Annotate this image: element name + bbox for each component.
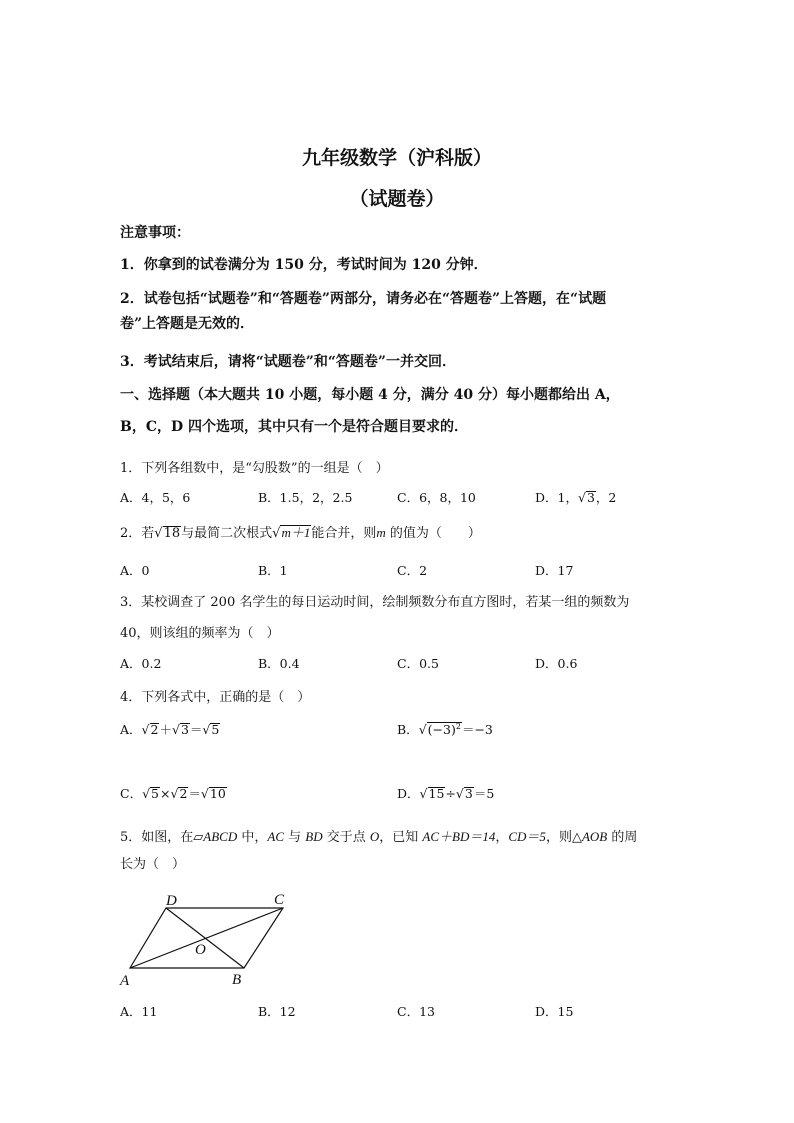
question-3-text: 3．某校调查了 200 名学生的每日运动时间，绘制频数分布直方图时，若某一组的频数为 (120, 595, 630, 610)
question-4-option-a: A．√2＋√3＝√5 (120, 722, 220, 737)
question-5-option-c: C．13 (397, 1004, 435, 1019)
notes-heading: 注意事项： (120, 225, 190, 241)
section-heading-line: 一、选择题（本大题共 10 小题，每小题 4 分，满分 40 分）每小题都给出 A， (120, 387, 620, 403)
note-item: 2．试卷包括“试题卷”和“答题卷”两部分，请务必在“答题卷”上答题，在“试题 (120, 291, 607, 307)
question-1-option-d: D．1，√3，2 (535, 490, 617, 505)
note-item: 1．你拿到的试卷满分为 150 分，考试时间为 120 分钟． (120, 257, 488, 273)
question-1-option-b: B．1.5，2，2.5 (258, 490, 353, 505)
question-2-option-c: C．2 (397, 563, 428, 578)
question-1-text: 1．下列各组数中，是“勾股数”的一组是（ ） (120, 461, 389, 476)
vertex-label-c: C (274, 892, 285, 908)
parallelogram-figure (116, 888, 296, 988)
diagonal-ac (130, 908, 283, 968)
vertex-label-b: B (232, 972, 242, 988)
question-3-text: 40，则该组的频率为（ ） (120, 626, 280, 641)
question-3-option-d: D．0.6 (535, 656, 578, 671)
note-item: 卷”上答题是无效的． (120, 316, 255, 332)
vertex-label-d: D (166, 893, 177, 909)
question-2-option-a: A．0 (120, 563, 150, 578)
question-5-option-b: B．12 (258, 1004, 296, 1019)
question-4-option-b: B．$√(-3)^2=-3$ (397, 721, 493, 737)
section-heading-line: B，C，D 四个选项，其中只有一个是符合题目要求的． (120, 419, 468, 435)
question-4-text: 4．下列各式中，正确的是（ ） (120, 690, 311, 705)
question-3-option-a: A．0.2 (120, 656, 162, 671)
question-5-text: 长为（ ） (120, 857, 186, 872)
question-2-text: 2．若√18与最简二次根式√m＋1能合并，则m 的值为（ ） (120, 525, 481, 541)
question-3-option-c: C．0.5 (397, 656, 439, 671)
question-2-option-b: B．1 (258, 563, 288, 578)
diagonal-bd (166, 908, 244, 968)
question-3-option-b: B．0.4 (258, 656, 300, 671)
question-5-text: 5．如图，在▱ABCD 中，AC 与 BD 交于点 O，已知 AC＋BD＝14，CD＝5，则△AOB 的周 (120, 829, 638, 845)
question-2-option-d: D．17 (535, 563, 574, 578)
note-item: 3．考试结束后，请将“试题卷”和“答题卷”一并交回． (120, 354, 456, 370)
parallelogram-icon: ▱ (193, 830, 204, 845)
question-1-option-a: A．4，5，6 (120, 490, 191, 505)
page-subtitle: （试题卷） (349, 188, 445, 210)
question-5-option-a: A．11 (120, 1004, 158, 1019)
question-4-option-c: C．√5×√2＝√10 (120, 786, 226, 801)
question-5-option-d: D．15 (535, 1004, 574, 1019)
vertex-label-a: A (120, 973, 130, 988)
center-label-o: O (195, 942, 206, 958)
question-4-option-d: D．√15÷√3＝5 (397, 786, 495, 801)
question-1-option-c: C．6，8，10 (397, 490, 476, 505)
page-title: 九年级数学（沪科版） (301, 147, 492, 169)
